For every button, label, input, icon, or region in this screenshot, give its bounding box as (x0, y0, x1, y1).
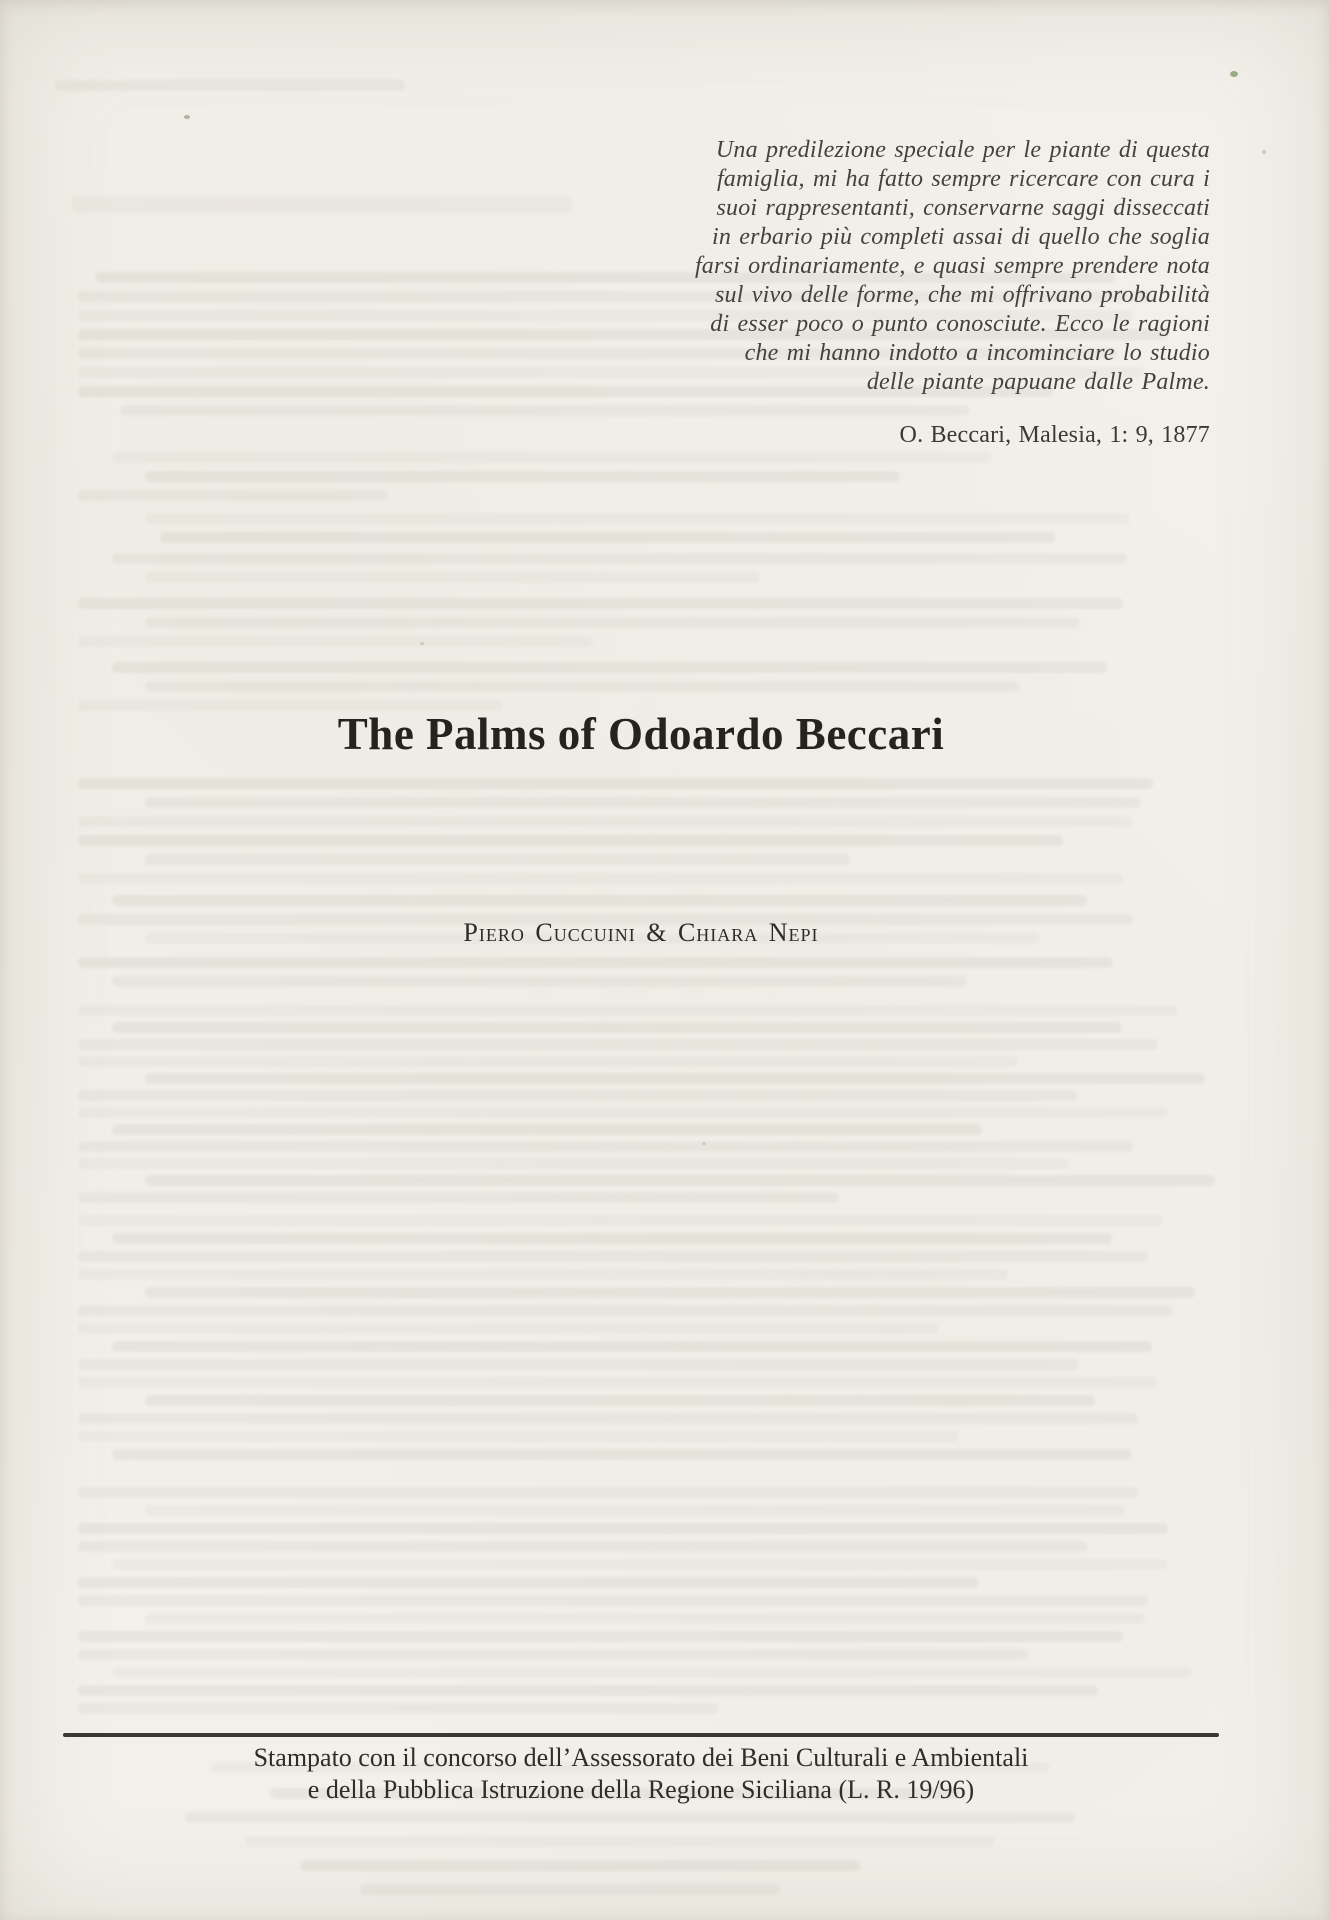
paper-speck-icon (420, 642, 424, 645)
imprint-line-2: e della Pubblica Istruzione della Regione Siciliana (L. R. 19/96) (307, 1775, 975, 1804)
quote-line: che mi hanno indotto a incominciare lo studio (744, 340, 1210, 366)
paper-speck-icon (702, 1142, 706, 1145)
paper-speck-icon (184, 115, 190, 119)
quote-line: delle piante papuane dalle Palme. (866, 369, 1210, 395)
paper-speck-icon (1230, 71, 1238, 77)
quote-line: in erbario più completi assai di quello che soglia (712, 224, 1210, 250)
quote-line: sul vivo delle forme, che mi offrivano probabilità (714, 282, 1210, 308)
footer-rule (63, 1733, 1219, 1737)
imprint-line-1: Stampato con il concorso dell’Assessorato dei Beni Culturali e Ambientali (253, 1743, 1029, 1772)
quote-line: di esser poco o punto conosciute. Ecco le ragioni (710, 311, 1210, 337)
quote-attribution: O. Beccari, Malesia, 1: 9, 1877 (899, 422, 1210, 448)
paper-speck-icon (1262, 150, 1266, 154)
authors-line: Piero Cuccuini & Chiara Nepi (463, 918, 819, 947)
quote-line: farsi ordinariamente, e quasi sempre prendere nota (694, 253, 1210, 279)
quote-line: Una predilezione speciale per le piante di questa (715, 137, 1210, 163)
quote-line: suoi rappresentanti, conservarne saggi disseccati (716, 195, 1210, 221)
imprint-notice (65, 1742, 1217, 1806)
page-title: The Palms of Odoardo Beccari (337, 709, 945, 759)
epigraph-quote (650, 136, 1210, 450)
quote-line: famiglia, mi ha fatto sempre ricercare con cura i (716, 166, 1210, 192)
